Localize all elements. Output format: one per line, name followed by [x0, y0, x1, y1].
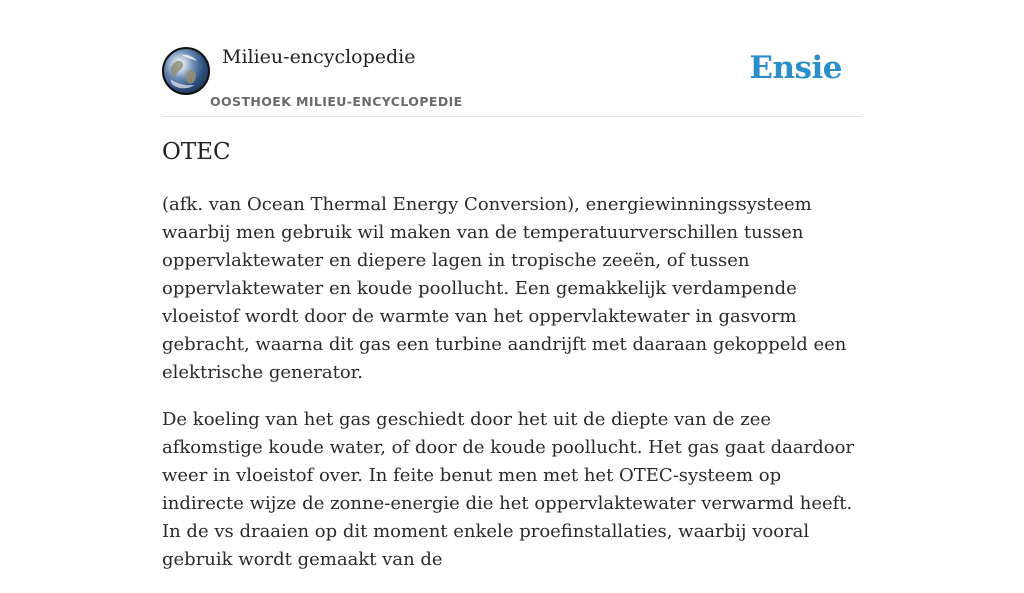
page	[162, 0, 862, 570]
site-title[interactable]: Milieu-encyclopedie	[222, 46, 416, 68]
entry-body	[162, 191, 862, 593]
entry-paragraph: De koeling van het gas geschiedt door het uit de diepte van de zee afkomstige koude water, of door de koude poollucht. Het gas gaat daardoor weer in vloeistof over. In feite benut men met het OTEC-systeem op indirecte wijze de zonne-energie die het oppervlaktewater verwarmd heeft. In de vs draaien op dit moment enkele proefinstallaties, waarbij vooral gebruik wordt gemaakt van de	[162, 409, 855, 570]
earth-globe-icon[interactable]	[162, 47, 210, 95]
site-subtitle[interactable]: OOSTHOEK MILIEU-ENCYCLOPEDIE	[210, 94, 463, 109]
entry-paragraph: (afk. van Ocean Thermal Energy Conversion), energiewinningssysteem waarbij men gebruik wil maken van de temperatuurverschillen tussen oppervlaktewater en diepere lagen in tropische zeeën, of tussen oppervlaktewater en koude poollucht. Een gemakkelijk verdampende vloeistof wordt door de warmte van het oppervlaktewater in gasvorm gebracht, waarna dit gas een turbine aandrijft met daaraan gekoppeld een elektrische generator.	[162, 194, 847, 383]
entry-title: OTEC	[162, 139, 231, 165]
brand-logo-link[interactable]: Ensie	[749, 50, 842, 86]
site-header	[162, 0, 862, 117]
